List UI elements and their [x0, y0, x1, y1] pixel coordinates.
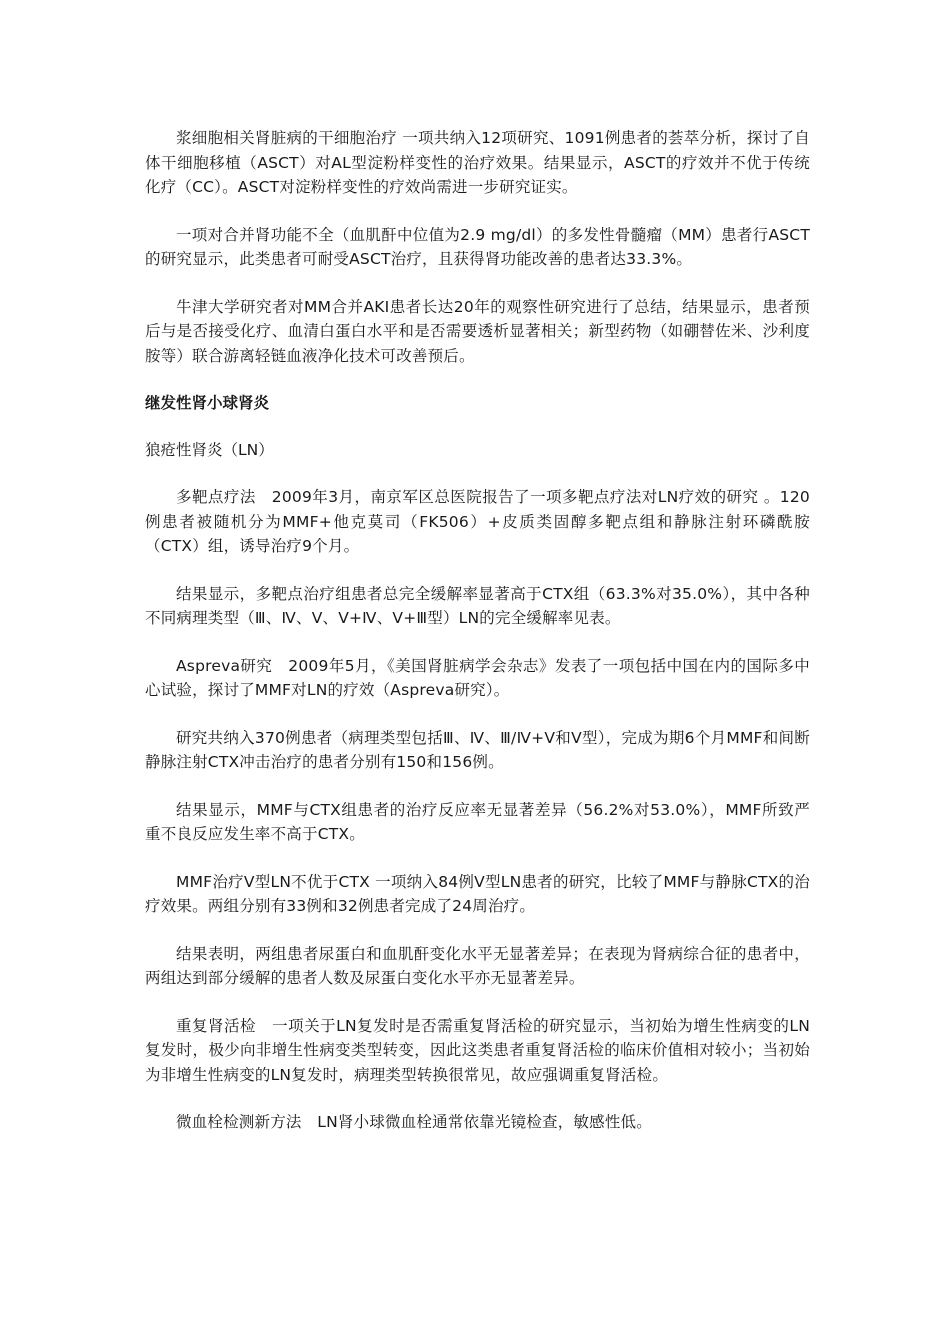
paragraph-multitarget-therapy: 多靶点疗法 2009年3月，南京军区总医院报告了一项多靶点疗法对LN疗效的研究 。120例患者被随机分为MMF+他克莫司（FK506）+皮质类固醇多靶点组和静脉注射环磷酰胺（CTX）组，诱导治疗9个月。: [145, 488, 810, 555]
paragraph-oxford-study: 牛津大学研究者对MM合并AKI患者长达20年的观察性研究进行了总结，结果显示，患者预后与是否接受化疗、血清白蛋白水平和是否需要透析显著相关；新型药物（如硼替佐米、沙利度胺等）联合游离轻链血液净化技术可改善预后。: [145, 297, 810, 365]
paragraph-stem-cell-therapy: 浆细胞相关肾脏病的干细胞治疗 一项共纳入12项研究、1091例患者的荟萃分析，探讨了自体干细胞移植（ASCT）对AL型淀粉样变性的治疗效果。结果显示，ASCT的疗效并不优于传统化疗（CC）。ASCT对淀粉样变性的疗效尚需进一步研究证实。: [145, 129, 810, 196]
paragraph-aspreva-study: Aspreva研究 2009年5月，《美国肾脏病学会杂志》发表了一项包括中国在内的国际多中心试验，探讨了MMF对LN的疗效（Aspreva研究）。: [145, 656, 810, 699]
paragraph-microthrombus: 微血栓检测新方法 LN肾小球微血栓通常依靠光镜检查，敏感性低。: [176, 1113, 652, 1131]
paragraph-multitarget-results: 结果显示，多靶点治疗组患者总完全缓解率显著高于CTX组（63.3%对35.0%），其中各种不同病理类型（Ⅲ、Ⅳ、Ⅴ、Ⅴ+Ⅳ、Ⅴ+Ⅲ型）LN的完全缓解率见表。: [145, 584, 810, 627]
paragraph-repeat-biopsy: 重复肾活检 一项关于LN复发时是否需重复肾活检的研究显示，当初始为增生性病变的LN复发时，极少向非增生性病变类型转变，因此这类患者重复肾活检的临床价值相对较小；当初始为非增生性病变的LN复发时，病理类型转换很常见，故应强调重复肾活检。: [145, 1016, 810, 1084]
paragraph-type-v-results: 结果表明，两组患者尿蛋白和血肌酐变化水平无显著差异；在表现为肾病综合征的患者中，两组达到部分缓解的患者人数及尿蛋白变化水平亦无显著差异。: [145, 944, 810, 987]
paragraph-aspreva-results: 结果显示，MMF与CTX组患者的治疗反应率无显著差异（56.2%对53.0%），MMF所致严重不良反应发生率不高于CTX。: [145, 800, 810, 843]
paragraph-aspreva-enrollment: 研究共纳入370例患者（病理类型包括Ⅲ、Ⅳ、Ⅲ/Ⅳ+Ⅴ和Ⅴ型），完成为期6个月MMF和间断静脉注射CTX冲击治疗的患者分别有150和156例。: [145, 728, 810, 771]
section-heading: 继发性肾小球肾炎: [145, 394, 270, 412]
paragraph-asct-renal-insufficiency: 一项对合并肾功能不全（血肌酐中位值为2.9 mg/dl）的多发性骨髓瘤（MM）患者行ASCT的研究显示，此类患者可耐受ASCT治疗，且获得肾功能改善的患者达33.3%。: [145, 225, 810, 268]
document-page: [145, 126, 810, 1158]
subsection-heading: 狼疮性肾炎（LN）: [145, 440, 274, 459]
paragraph-mmf-type-v: MMF治疗Ⅴ型LN不优于CTX 一项纳入84例Ⅴ型LN患者的研究，比较了MMF与静脉CTX的治疗效果。两组分别有33例和32例患者完成了24周治疗。: [145, 872, 810, 915]
